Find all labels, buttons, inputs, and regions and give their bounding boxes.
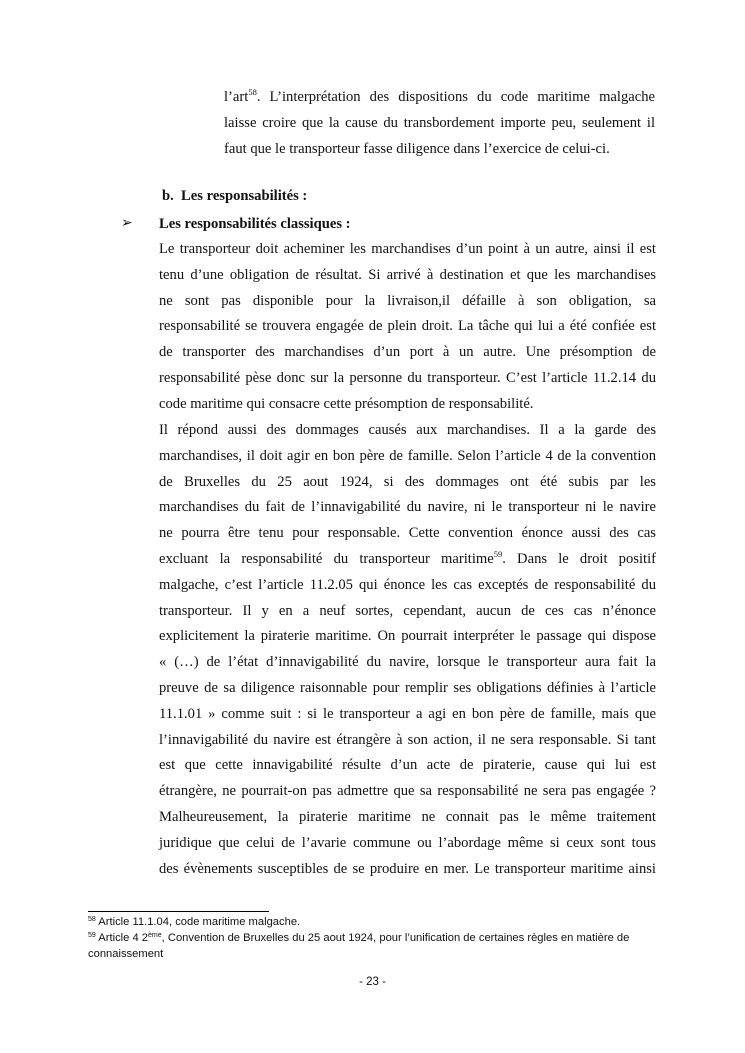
footnote-58: $^{58}$ Article 11.1.04, code maritime malgache.	[88, 916, 301, 928]
text-line: de transporter des marchandises d’un port à un autre. Une présomption de	[159, 344, 656, 361]
footnote-number: 59	[88, 932, 96, 939]
text-line: Malheureusement, la piraterie maritime ne connait pas le même traitement	[159, 808, 656, 825]
text-line: tenu d’une obligation de résultat. Si arrivé à destination et que les marchandises	[159, 266, 656, 283]
paragraph-1	[159, 237, 656, 418]
text-line: étrangère, ne pourrait-on pas admettre que sa responsabilité ne sera pas engagée ?	[159, 783, 656, 800]
section-heading: b. Les responsabilités :	[162, 188, 308, 204]
text-line: marchandises, il doit agir en bon père de famille. Selon l’article 4 de la convention	[159, 447, 656, 464]
arrow-bullet-icon: ➢	[121, 216, 133, 231]
text-line: malgache, c’est l’article 11.2.05 qui énonce les cas exceptés de responsabilité du	[159, 576, 656, 593]
text-line: est que cette innavigabilité résulte d’un acte de piraterie, cause qui lui est	[159, 757, 656, 774]
footnote-ref[interactable]: 58	[248, 87, 257, 97]
text-line: Le transporteur doit acheminer les marchandises d’un point à un autre, ainsi il est	[159, 241, 656, 257]
footnote-59: $^{59}$ Article 4 2ème, Convention de Bruxelles du 25 aout 1924, pour l’unification de certaines règles en matière de connaissement	[88, 932, 630, 960]
text-line: responsabilité pèse donc sur la personne du transporteur. C’est l’article 11.2.14 du	[159, 369, 656, 386]
intro-paragraph	[224, 85, 655, 162]
intro-line: l’art$^{58}$. L’interprétation des dispositions du code maritime malgache	[224, 87, 655, 105]
text-line: responsabilité se trouvera engagée de plein droit. La tâche qui lui a été confiée est	[159, 318, 656, 335]
intro-line: laisse croire que la cause du transbordement importe peu, seulement il	[224, 114, 655, 131]
text-line: marchandises du fait de l’innavigabilité du navire, ni le transporteur ni le navire	[159, 499, 656, 516]
text-line: 11.1.01 » comme suit : si le transporteur a agi en bon père de famille, mais que	[159, 705, 656, 722]
footnote-number: 58	[88, 916, 96, 923]
intro-line: faut que le transporteur fasse diligence dans l’exercice de celui-ci.	[224, 140, 610, 157]
text-line: de Bruxelles du 25 aout 1924, si des dommages ont été subis par les	[159, 473, 656, 490]
footnote-separator	[88, 911, 269, 912]
text-line: « (…) de l’état d’innavigabilité du navire, lorsque le transporteur aura fait la	[159, 654, 656, 671]
footnote-ref[interactable]: 59	[493, 548, 503, 559]
text-line: ne sont pas disponible pour la livraison,il défaille à son obligation, sa	[159, 292, 656, 309]
page-number: - 23 -	[359, 976, 386, 988]
text-line: explicitement la piraterie maritime. On pourrait interpréter le passage qui dispose	[159, 628, 656, 645]
text-line: Il répond aussi des dommages causés aux marchandises. Il a la garde des	[159, 422, 656, 438]
text-line: ne pourra être tenu pour responsable. Cette convention énonce aussi des cas	[159, 525, 656, 542]
text-line: des évènements susceptibles de se produire en mer. Le transporteur maritime ainsi	[159, 860, 656, 877]
text-line: l’innavigabilité du navire est étrangère à son action, il ne sera responsable. Si tant	[159, 731, 656, 748]
text-line: transporteur. Il y en a neuf sortes, cependant, aucun de ces cas n’énonce	[159, 602, 656, 619]
text-line: preuve de sa diligence raisonnable pour remplir ses obligations définies à l’article	[159, 679, 656, 696]
paragraph-2	[159, 418, 656, 882]
text-line: excluant la responsabilité du transporteur maritime$^{59}$. Dans le droit positif	[159, 548, 656, 567]
text-line: juridique que celui de l’avarie commune ou l’abordage même si ceux sont tous	[159, 834, 656, 851]
text-line: code maritime qui consacre cette présomption de responsabilité.	[159, 395, 534, 412]
bullet-heading: Les responsabilités classiques :	[159, 216, 351, 232]
